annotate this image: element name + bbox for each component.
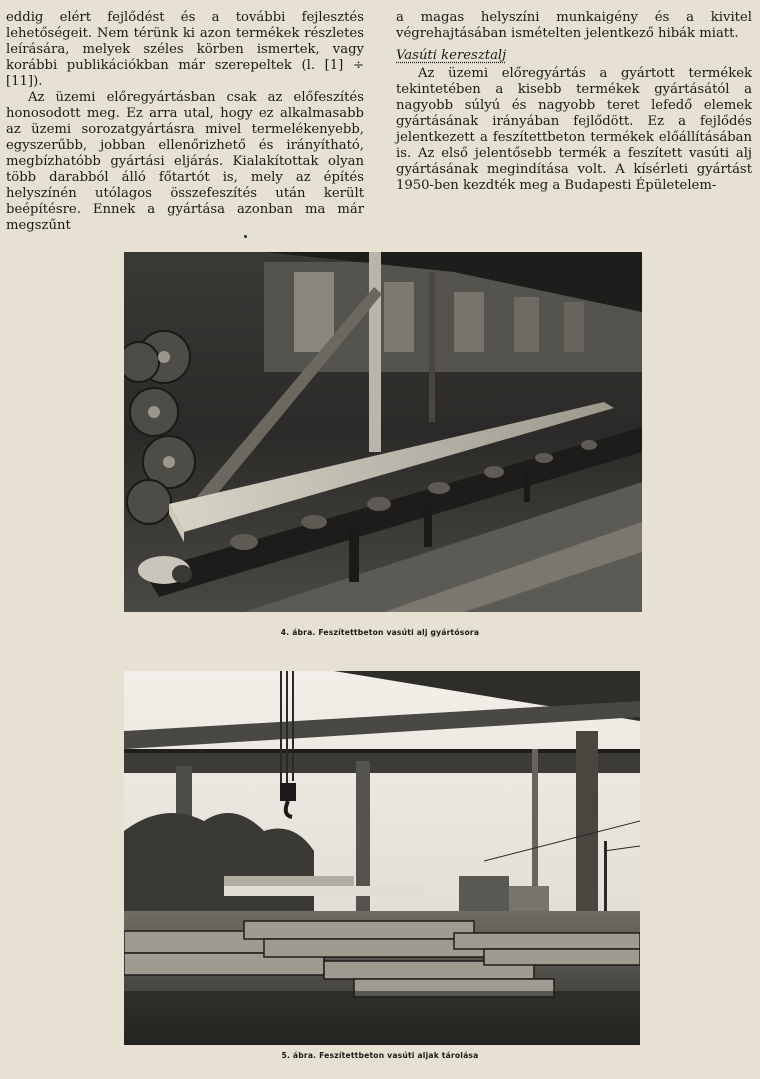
figure-4-photo (124, 252, 642, 612)
section-heading: Vasúti keresztalj (396, 48, 507, 63)
print-speck (244, 235, 247, 238)
left-text-column (6, 10, 364, 234)
figure-4-caption: 4. ábra. Feszítettbeton vasúti alj gyártósora (280, 628, 480, 637)
right-text-column (396, 10, 752, 194)
left-paragraph-1: eddig elért fejlődést és a további fejlesztés lehetőségeit. Nem térünk ki azon termékek részletes leírására, melyek széles körben ismertek, vagy korábbi publikációkban már szerepeltek (l. [1] ÷ [11]). (6, 10, 364, 89)
figure-5-photo (124, 671, 640, 1045)
left-paragraph-2: Az üzemi előregyártásban csak az előfeszítés honosodott meg. Ez arra utal, hogy ez alkalmasabb az üzemi sorozatgyártásra mivel termelékenyebb, egyszerűbb, jobban ellenőrizhető és irányítható, megbízhatóbb gyártási eljárás. Kialakítottak olyan több darabból álló főtartót is, mely az építés helyszínén utólagos összefeszítés után került beépítésre. Ennek a gyártása azonban ma már megszűnt (6, 90, 364, 233)
production-line-photo-image (124, 252, 642, 612)
right-paragraph-2: Az üzemi előregyártás a gyártott termékek tekintetében a kisebb termékek gyártásától a nagyobb súlyú és nagyobb teret lefedő elemek gyártásának irányában fejlődött. Ez a fejlődés jelentkezett a feszítettbeton termékek előállításában is. Az első jelentősebb termék a feszített vasúti alj gyártásának megindítása volt. A kísérleti gyártást 1950-ben kezdték meg a Budapesti Épületelem- (396, 66, 752, 193)
figure-5-caption: 5. ábra. Feszítettbeton vasúti aljak tárolása (281, 1051, 479, 1060)
storage-yard-photo-image (124, 671, 640, 1045)
right-paragraph-1: a magas helyszíni munkaigény és a kivitel végrehajtásában ismételten jelentkező hibák miatt. (396, 10, 752, 41)
